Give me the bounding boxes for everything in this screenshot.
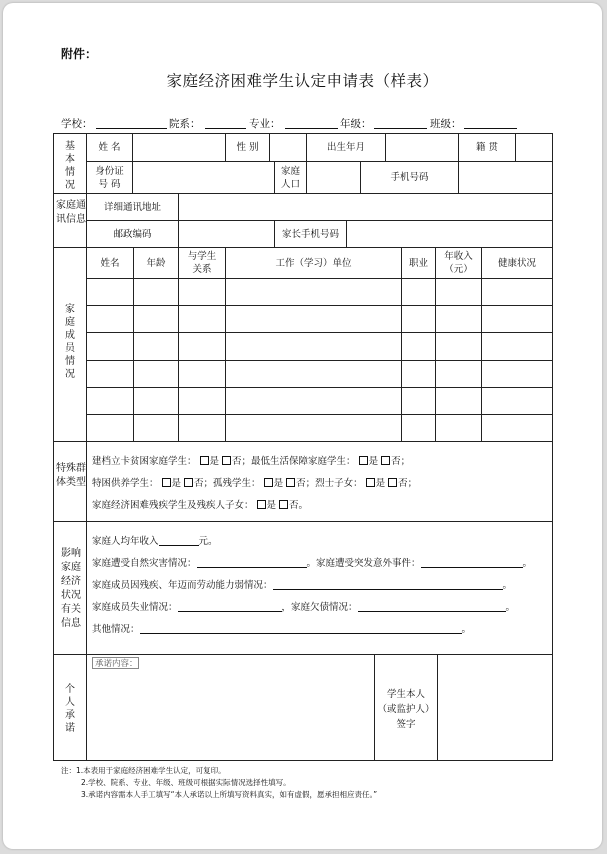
postcode-label: 邮政编码 [113, 228, 152, 240]
address-input[interactable] [179, 194, 552, 220]
address-label: 详细通讯地址 [103, 201, 161, 213]
major-field[interactable] [285, 128, 338, 129]
family-col-health: 健康状况 [497, 257, 536, 269]
impact-income-line: 家庭人均年收入 元。 [92, 536, 218, 547]
debt-field[interactable] [358, 601, 506, 612]
signature-label: 学生本人 （或监护人） 签字 [377, 688, 435, 730]
application-form-page [3, 3, 602, 849]
family-col-income: 年收入 （元） [444, 251, 473, 275]
gender-input[interactable] [270, 134, 306, 161]
poverty-yes-checkbox[interactable] [200, 456, 209, 465]
impact-section-label: 影响家庭经济状况有关信息 [61, 548, 81, 629]
disability-field[interactable] [273, 579, 503, 590]
special-group-section-label: 特殊群体类型 [56, 463, 86, 488]
birth-input[interactable] [386, 134, 458, 161]
impact-other-line: 其他情况： 。 [92, 624, 472, 635]
impact-disability-line: 家庭成员因残疾、年迈而劳动能力弱情况： 。 [92, 580, 513, 591]
commitment-content-field[interactable]: 承诺内容： [92, 657, 139, 669]
martyr-no-checkbox[interactable] [388, 478, 397, 487]
form-title: 家庭经济困难学生认定申请表（样表） [166, 72, 439, 90]
orphan-no-checkbox[interactable] [286, 478, 295, 487]
special-line-1: 建档立卡贫困家庭学生： 是 否；最低生活保障家庭学生： 是 否； [92, 456, 411, 467]
special-line-3: 家庭经济困难残疾学生及残疾人子女： 是 否。 [92, 500, 309, 511]
per-capita-income-field[interactable] [159, 535, 199, 546]
special-line-2: 特困供养学生： 是 否；孤残学生： 是 否；烈士子女： 是 否； [92, 478, 418, 489]
household-size-input[interactable] [307, 162, 360, 193]
unemployment-field[interactable] [178, 601, 282, 612]
id-number-label: 身份证 号 码 [95, 165, 124, 190]
signature-field[interactable] [438, 655, 552, 760]
impact-disaster-line: 家庭遭受自然灾害情况： 。家庭遭受突发意外事件： 。 [92, 558, 533, 569]
disabled-yes-checkbox[interactable] [257, 500, 266, 509]
department-label: 院系： [169, 118, 201, 130]
family-col-age: 年龄 [146, 257, 166, 269]
phone-input[interactable] [459, 162, 552, 193]
basic-info-section-label: 基本情况 [65, 141, 75, 191]
name-input[interactable] [133, 134, 225, 161]
major-label: 专业： [249, 118, 281, 130]
school-label: 学校： [61, 118, 93, 130]
orphan-yes-checkbox[interactable] [264, 478, 273, 487]
family-col-work: 工作（学习）单位 [275, 257, 352, 269]
grade-label: 年级： [340, 118, 372, 130]
origin-label: 籍 贯 [475, 142, 499, 153]
class-label: 班级： [430, 118, 462, 130]
parent-phone-input[interactable] [347, 221, 552, 247]
family-col-occupation: 职业 [408, 257, 428, 269]
other-field[interactable] [140, 623, 462, 634]
disabled-no-checkbox[interactable] [279, 500, 288, 509]
gender-label: 性 别 [236, 142, 259, 153]
id-number-input[interactable] [133, 162, 274, 193]
commitment-section-label: 个人承诺 [65, 684, 75, 734]
supported-no-checkbox[interactable] [184, 478, 193, 487]
supported-yes-checkbox[interactable] [162, 478, 171, 487]
family-col-relation: 与学生 关系 [187, 251, 217, 275]
class-field[interactable] [464, 128, 517, 129]
phone-label: 手机号码 [390, 172, 429, 183]
family-col-name: 姓名 [100, 257, 120, 269]
family-section-label: 家庭成员情况 [65, 304, 75, 380]
note-2: 2.学校、院系、专业、年级、班级可根据实际情况选择性填写。 [81, 778, 291, 787]
martyr-yes-checkbox[interactable] [366, 478, 375, 487]
parent-phone-label: 家长手机号码 [281, 228, 339, 240]
poverty-no-checkbox[interactable] [222, 456, 231, 465]
grade-field[interactable] [374, 128, 427, 129]
birth-label: 出生年月 [326, 142, 365, 153]
subsistence-yes-checkbox[interactable] [359, 456, 368, 465]
postcode-input[interactable] [179, 221, 274, 247]
household-size-label: 家庭 人口 [280, 165, 300, 190]
contact-section-label: 家庭通讯信息 [56, 200, 86, 225]
name-label: 姓 名 [98, 142, 121, 153]
accident-field[interactable] [421, 557, 523, 568]
department-field[interactable] [205, 128, 246, 129]
impact-unemployment-line: 家庭成员失业情况： ，家庭欠债情况： 。 [92, 602, 516, 613]
subsistence-no-checkbox[interactable] [381, 456, 390, 465]
origin-input[interactable] [516, 134, 552, 161]
attachment-label: 附件： [61, 47, 98, 61]
note-1: 注：1.本表用于家庭经济困难学生认定，可复印。 [61, 766, 226, 775]
disaster-field[interactable] [197, 557, 307, 568]
school-field[interactable] [96, 128, 167, 129]
note-3: 3.承诺内容需本人手工填写“本人承诺以上所填写资料真实，如有虚假，愿承担相应责任。” [81, 790, 378, 799]
